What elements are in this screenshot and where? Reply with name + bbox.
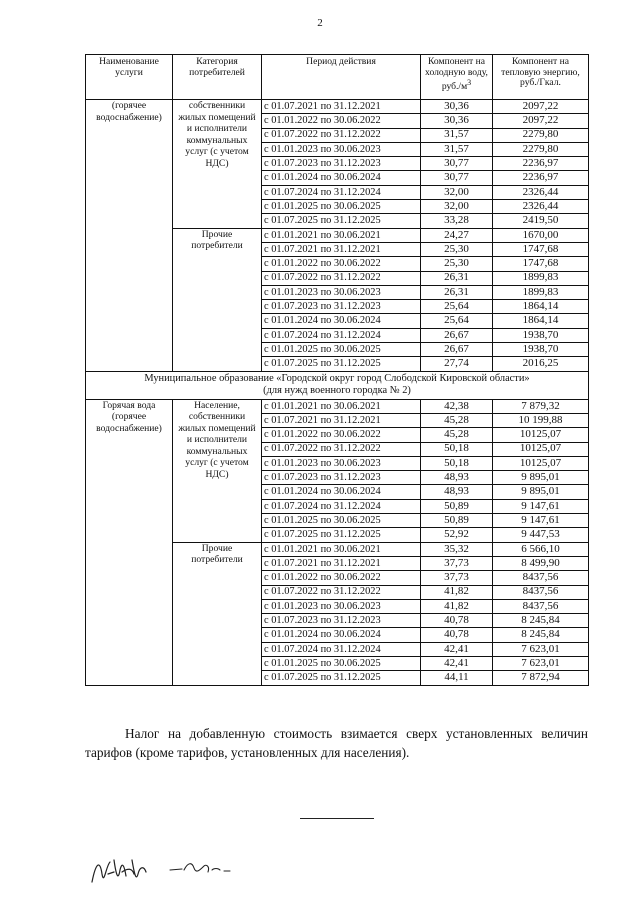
heat-energy-cell: 9 895,01	[493, 485, 589, 499]
cold-water-cell: 40,78	[421, 628, 493, 642]
vat-footnote	[85, 724, 588, 762]
cold-water-cell: 44,11	[421, 671, 493, 685]
cold-water-cell: 50,18	[421, 442, 493, 456]
cold-water-cell: 48,93	[421, 485, 493, 499]
heat-energy-cell: 2326,44	[493, 200, 589, 214]
period-cell: с 01.07.2024 по 31.12.2024	[262, 328, 421, 342]
period-cell: с 01.01.2025 по 30.06.2025	[262, 200, 421, 214]
table-header-row	[86, 55, 589, 100]
heat-energy-cell: 2326,44	[493, 185, 589, 199]
cold-water-cell: 30,36	[421, 100, 493, 114]
period-cell: с 01.07.2023 по 31.12.2023	[262, 300, 421, 314]
period-cell: с 01.07.2025 по 31.12.2025	[262, 357, 421, 371]
period-cell: с 01.01.2024 по 30.06.2024	[262, 171, 421, 185]
heat-energy-cell: 7 872,94	[493, 671, 589, 685]
table-row	[86, 399, 589, 413]
heat-energy-cell: 7 623,01	[493, 656, 589, 670]
heat-energy-cell: 8 245,84	[493, 628, 589, 642]
heat-energy-cell: 1670,00	[493, 228, 589, 242]
heat-energy-cell: 2279,80	[493, 128, 589, 142]
period-cell: с 01.07.2021 по 31.12.2021	[262, 556, 421, 570]
cold-water-cell: 25,64	[421, 314, 493, 328]
period-cell: с 01.01.2024 по 30.06.2024	[262, 314, 421, 328]
heat-energy-cell: 10 199,88	[493, 413, 589, 427]
cold-water-cell: 45,28	[421, 428, 493, 442]
heat-energy-cell: 9 447,53	[493, 528, 589, 542]
heat-energy-cell: 10125,07	[493, 456, 589, 470]
cold-water-cell: 30,36	[421, 114, 493, 128]
heat-energy-cell: 2016,25	[493, 357, 589, 371]
period-cell: с 01.01.2023 по 30.06.2023	[262, 456, 421, 470]
cold-water-cell: 25,30	[421, 242, 493, 256]
period-cell: с 01.07.2023 по 31.12.2023	[262, 471, 421, 485]
category-cell: Прочие потребители	[173, 542, 262, 685]
period-cell: с 01.01.2021 по 30.06.2021	[262, 399, 421, 413]
heat-energy-cell: 8437,56	[493, 585, 589, 599]
heat-energy-cell: 1864,14	[493, 314, 589, 328]
cold-water-cell: 37,73	[421, 571, 493, 585]
period-cell: с 01.01.2024 по 30.06.2024	[262, 485, 421, 499]
heat-energy-cell: 1747,68	[493, 242, 589, 256]
tariff-table	[85, 54, 589, 686]
header-heat: Компонент на тепловую энергию, руб./Гкал.	[493, 55, 589, 100]
cold-water-cell: 42,41	[421, 656, 493, 670]
municipality-section	[86, 371, 589, 399]
header-cold-superscript: 3	[467, 78, 472, 87]
cold-water-cell: 26,67	[421, 328, 493, 342]
cold-water-cell: 50,89	[421, 499, 493, 513]
period-cell: с 01.07.2024 по 31.12.2024	[262, 185, 421, 199]
heat-energy-cell: 8437,56	[493, 571, 589, 585]
cold-water-cell: 31,57	[421, 128, 493, 142]
heat-energy-cell: 2236,97	[493, 171, 589, 185]
period-cell: с 01.07.2022 по 31.12.2022	[262, 442, 421, 456]
cold-water-cell: 26,31	[421, 271, 493, 285]
period-cell: с 01.01.2023 по 30.06.2023	[262, 285, 421, 299]
heat-energy-cell: 8437,56	[493, 599, 589, 613]
period-cell: с 01.01.2022 по 30.06.2022	[262, 114, 421, 128]
cold-water-cell: 27,74	[421, 357, 493, 371]
cold-water-cell: 35,32	[421, 542, 493, 556]
period-cell: с 01.01.2025 по 30.06.2025	[262, 343, 421, 357]
period-cell: с 01.07.2023 по 31.12.2023	[262, 614, 421, 628]
period-cell: с 01.07.2025 по 31.12.2025	[262, 214, 421, 228]
cold-water-cell: 50,18	[421, 456, 493, 470]
section-1-body	[86, 100, 589, 372]
cold-water-cell: 52,92	[421, 528, 493, 542]
period-cell: с 01.01.2022 по 30.06.2022	[262, 257, 421, 271]
cold-water-cell: 42,38	[421, 399, 493, 413]
heat-energy-cell: 2097,22	[493, 114, 589, 128]
period-cell: с 01.07.2022 по 31.12.2022	[262, 585, 421, 599]
heat-energy-cell: 10125,07	[493, 442, 589, 456]
period-cell: с 01.07.2021 по 31.12.2021	[262, 413, 421, 427]
cold-water-cell: 40,78	[421, 614, 493, 628]
municipality-subtitle: (для нужд военного городка № 2)	[263, 385, 411, 397]
heat-energy-cell: 1938,70	[493, 343, 589, 357]
header-service: Наименование услуги	[86, 55, 173, 100]
heat-energy-cell: 2419,50	[493, 214, 589, 228]
cold-water-cell: 24,27	[421, 228, 493, 242]
cold-water-cell: 41,82	[421, 585, 493, 599]
page-number: 2	[317, 17, 323, 29]
cold-water-cell: 45,28	[421, 413, 493, 427]
period-cell: с 01.01.2022 по 30.06.2022	[262, 571, 421, 585]
cold-water-cell: 26,67	[421, 343, 493, 357]
period-cell: с 01.07.2024 по 31.12.2024	[262, 642, 421, 656]
period-cell: с 01.01.2022 по 30.06.2022	[262, 428, 421, 442]
heat-energy-cell: 2236,97	[493, 157, 589, 171]
cold-water-cell: 30,77	[421, 157, 493, 171]
period-cell: с 01.07.2022 по 31.12.2022	[262, 271, 421, 285]
heat-energy-cell: 1747,68	[493, 257, 589, 271]
period-cell: с 01.01.2023 по 30.06.2023	[262, 599, 421, 613]
heat-energy-cell: 1938,70	[493, 328, 589, 342]
heat-energy-cell: 8 245,84	[493, 614, 589, 628]
heat-energy-cell: 1864,14	[493, 300, 589, 314]
header-period: Период действия	[262, 55, 421, 100]
period-cell: с 01.07.2021 по 31.12.2021	[262, 242, 421, 256]
section-2-body	[86, 399, 589, 685]
period-cell: с 01.07.2023 по 31.12.2023	[262, 157, 421, 171]
municipality-cell	[86, 371, 589, 399]
separator-line	[300, 818, 374, 819]
header-cold-text: Компонент на холодную воду, руб./м	[425, 56, 488, 93]
heat-energy-cell: 10125,07	[493, 428, 589, 442]
heat-energy-cell: 9 147,61	[493, 499, 589, 513]
heat-energy-cell: 9 147,61	[493, 514, 589, 528]
heat-energy-cell: 6 566,10	[493, 542, 589, 556]
period-cell: с 01.07.2024 по 31.12.2024	[262, 499, 421, 513]
heat-energy-cell: 2097,22	[493, 100, 589, 114]
municipality-row	[86, 371, 589, 399]
cold-water-cell: 25,30	[421, 257, 493, 271]
cold-water-cell: 48,93	[421, 471, 493, 485]
heat-energy-cell: 7 623,01	[493, 642, 589, 656]
period-cell: с 01.01.2025 по 30.06.2025	[262, 514, 421, 528]
table-row	[86, 100, 589, 114]
header-category: Категория потребителей	[173, 55, 262, 100]
heat-energy-cell: 9 895,01	[493, 471, 589, 485]
heat-energy-cell: 8 499,90	[493, 556, 589, 570]
period-cell: с 01.01.2024 по 30.06.2024	[262, 628, 421, 642]
period-cell: с 01.01.2021 по 30.06.2021	[262, 542, 421, 556]
cold-water-cell: 50,89	[421, 514, 493, 528]
vat-footnote-text: Налог на добавленную стоимость взимается сверх установленных величин тарифов (кроме тарифов, установленных для населения).	[85, 726, 588, 760]
municipality-title: Муниципальное образование «Городской округ город Слободской Кировской области»	[144, 372, 530, 384]
signature-mark-2	[166, 852, 236, 882]
period-cell: с 01.07.2021 по 31.12.2021	[262, 100, 421, 114]
cold-water-cell: 32,00	[421, 200, 493, 214]
header-cold	[421, 55, 493, 100]
cold-water-cell: 25,64	[421, 300, 493, 314]
period-cell: с 01.01.2023 по 30.06.2023	[262, 142, 421, 156]
cold-water-cell: 31,57	[421, 142, 493, 156]
cold-water-cell: 26,31	[421, 285, 493, 299]
category-cell: Прочие потребители	[173, 228, 262, 371]
service-cell: Горячая вода (горячее водоснабжение)	[86, 399, 173, 685]
cold-water-cell: 32,00	[421, 185, 493, 199]
cold-water-cell: 42,41	[421, 642, 493, 656]
cold-water-cell: 30,77	[421, 171, 493, 185]
category-cell: собственники жилых помещений и исполнители коммунальных услуг (с учетом НДС)	[173, 100, 262, 229]
service-cell: (горячее водоснабжение)	[86, 100, 173, 372]
period-cell: с 01.07.2022 по 31.12.2022	[262, 128, 421, 142]
heat-energy-cell: 1899,83	[493, 271, 589, 285]
signature-mark-1	[88, 852, 158, 892]
heat-energy-cell: 1899,83	[493, 285, 589, 299]
cold-water-cell: 33,28	[421, 214, 493, 228]
period-cell: с 01.07.2025 по 31.12.2025	[262, 528, 421, 542]
cold-water-cell: 41,82	[421, 599, 493, 613]
period-cell: с 01.07.2025 по 31.12.2025	[262, 671, 421, 685]
heat-energy-cell: 7 879,32	[493, 399, 589, 413]
heat-energy-cell: 2279,80	[493, 142, 589, 156]
cold-water-cell: 37,73	[421, 556, 493, 570]
period-cell: с 01.01.2021 по 30.06.2021	[262, 228, 421, 242]
category-cell: Население, собственники жилых помещений и исполнители коммунальных услуг (с учетом НДС)	[173, 399, 262, 542]
period-cell: с 01.01.2025 по 30.06.2025	[262, 656, 421, 670]
